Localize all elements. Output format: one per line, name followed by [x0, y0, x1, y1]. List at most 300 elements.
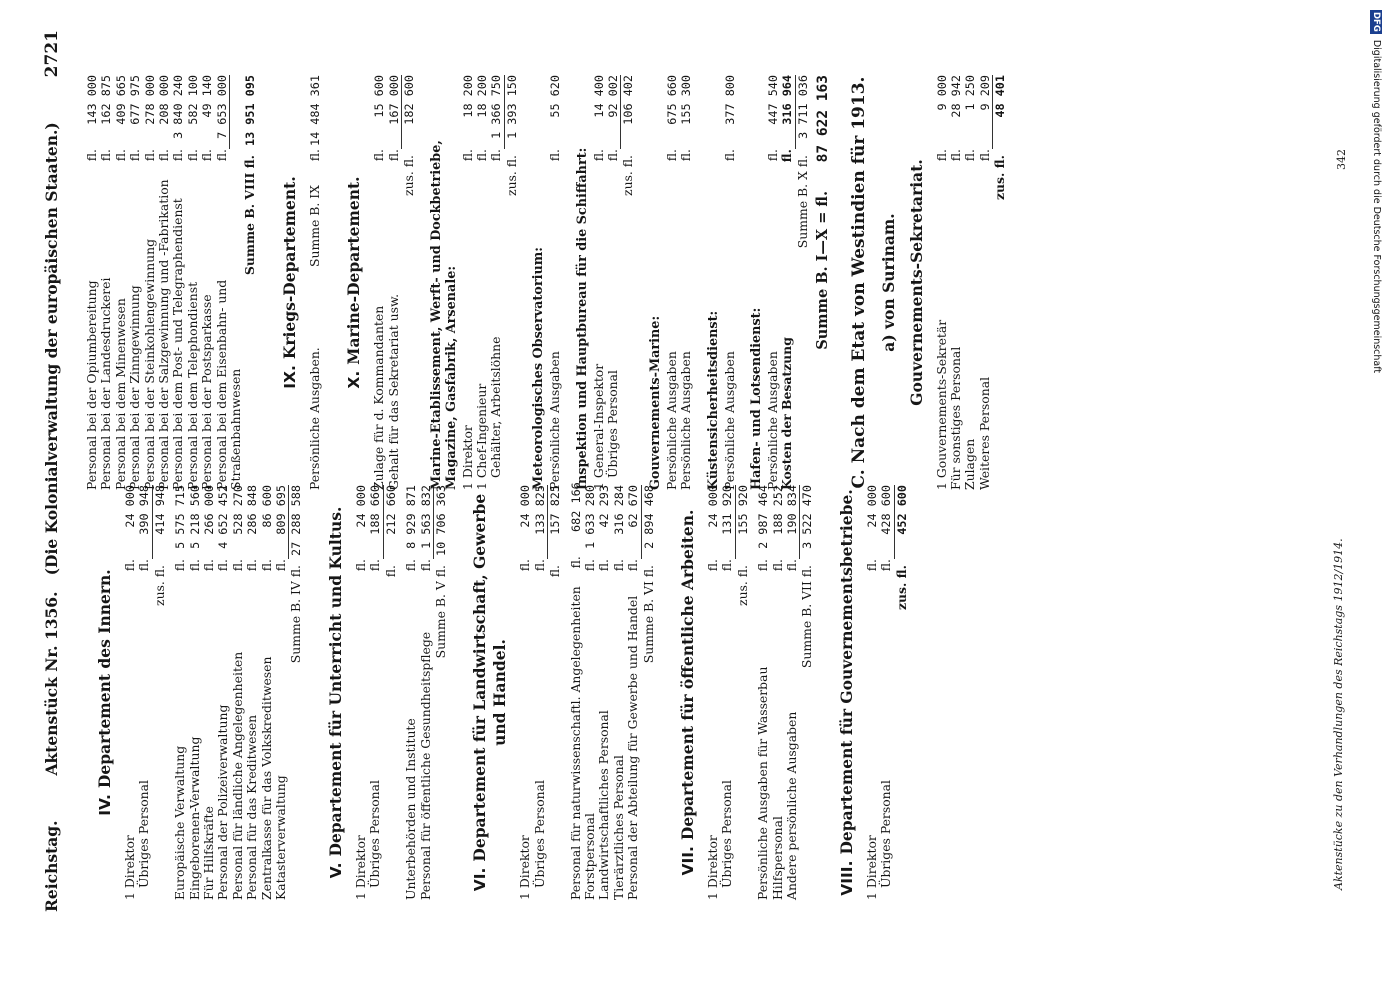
- row-currency: fl.: [244, 559, 260, 572]
- table-row: [188, 485, 202, 900]
- section-number: X.: [345, 370, 364, 389]
- grand-total-value: 87 622 163: [815, 75, 832, 163]
- row-label: Personal bei der Opiumbereitung: [84, 280, 99, 490]
- left-column: [85, 482, 909, 900]
- row-label: Übriges Personal: [878, 779, 894, 888]
- row-value: 24 000: [123, 485, 137, 528]
- table-row: [200, 75, 214, 490]
- row-label: Übriges Personal: [531, 779, 547, 888]
- row-label: Übriges Personal: [719, 779, 735, 888]
- row-currency: fl.: [352, 559, 368, 572]
- row-currency: fl.: [567, 556, 583, 569]
- row-value: 14 400: [591, 75, 606, 118]
- marine-heading: Marine-Etablissement, Werft- und Dockbetriebe, Magazine, Gasfabrik, Arsenale:: [428, 140, 459, 490]
- subtotal-value: 106 402: [621, 75, 636, 125]
- row-currency: fl.: [84, 149, 99, 162]
- row-currency: fl.: [531, 559, 547, 572]
- digitization-note-text: [1370, 10, 1382, 373]
- row-label: Persönliche Ausgaben: [663, 351, 679, 490]
- row-label: Personal bei dem Eisenbahn- und Straßenbahnwesen: [213, 279, 244, 490]
- row-value: 286 848: [245, 485, 260, 535]
- row-currency: fl.: [172, 559, 188, 572]
- row-currency: fl.: [779, 149, 795, 163]
- table-row: [567, 482, 583, 900]
- row-currency: fl.: [878, 559, 894, 572]
- row-value: 8 929 871: [404, 485, 419, 549]
- table-row: [245, 485, 259, 900]
- row-value: 49 140: [200, 75, 215, 118]
- sum-value: 3 522 470: [800, 485, 815, 549]
- row-value: 24 000: [705, 485, 720, 528]
- table-row: [99, 75, 113, 490]
- footer-note: Aktenstücke zu den Verhandlungen des Reichstags 1912/1914.: [1332, 538, 1345, 890]
- row-currency: fl.: [473, 149, 489, 162]
- table-row: [114, 75, 128, 490]
- table-row: [935, 75, 949, 490]
- row-currency: fl.: [127, 149, 143, 162]
- row-value: 5 575 715: [173, 485, 188, 549]
- subtotal-row: [402, 75, 416, 490]
- secretariat-title: Gouvernements-Sekretariat.: [906, 159, 926, 406]
- table-row: [274, 485, 289, 900]
- section-x-title: [344, 75, 364, 490]
- row-label: Hilfspersonal: [769, 815, 785, 900]
- row-value: 4 652 452: [216, 485, 231, 549]
- row-currency: fl.: [547, 149, 563, 162]
- table-row: [583, 485, 597, 900]
- row-value: 409 665: [113, 75, 128, 125]
- row-value: 155 300: [679, 75, 694, 125]
- table-row: [879, 485, 894, 900]
- row-label: 1 General-Inspektor: [590, 363, 606, 490]
- subtotal-label: zus. fl.: [992, 155, 1008, 200]
- row-label: Persönliche Ausgaben für Wasserbau: [755, 666, 771, 900]
- row-currency: fl.: [719, 559, 735, 572]
- row-label: Gehalt für das Sekretariat usw.: [385, 293, 401, 490]
- row-sum-label: Summe B. IX: [306, 185, 322, 267]
- row-currency: fl.: [863, 559, 879, 572]
- row-value: 92 002: [606, 75, 621, 149]
- sum-label: Summe B. VI fl.: [640, 565, 656, 664]
- row-value: 390 948: [137, 485, 152, 559]
- sum-label: Summe B. X fl.: [794, 155, 810, 249]
- row-currency: fl.: [976, 149, 992, 162]
- section-vii-title: [678, 485, 698, 900]
- header-subject: (Die Kolonialverwaltung der europäischen Staaten.): [42, 122, 61, 576]
- table-row: [171, 75, 185, 490]
- row-currency: fl.: [784, 559, 799, 572]
- section-number: IV.: [96, 794, 114, 816]
- row-currency: fl.: [517, 559, 533, 572]
- sum-value: 10 706 363: [433, 485, 448, 557]
- row-currency: fl.: [610, 559, 626, 572]
- row-value: 86 600: [259, 485, 274, 528]
- row-currency: fl.: [678, 149, 694, 162]
- row-value: 167 000: [387, 75, 402, 149]
- row-label: 1 Gouvernements-Sekretär: [933, 319, 949, 490]
- row-value: 2 987 464: [756, 485, 771, 549]
- row-value: 14 484 361: [307, 75, 322, 147]
- row-label: Personal der Abteilung für Gewerbe und Handel: [625, 595, 641, 900]
- table-row: [186, 75, 200, 490]
- table-row: [85, 75, 99, 490]
- row-value: 1 366 750: [489, 75, 504, 149]
- table-row: [215, 75, 244, 490]
- row-label: Für Hilfskräfte: [201, 806, 217, 900]
- subtotal-label: zus. fl.: [893, 565, 909, 610]
- row-currency: fl.: [122, 559, 137, 572]
- subtotal-label: zus. fl.: [151, 565, 167, 606]
- row-currency: fl.: [136, 559, 152, 572]
- section-vi-title: [470, 485, 510, 900]
- table-row: [387, 75, 402, 490]
- print-number: 342: [1335, 149, 1348, 170]
- row-currency: fl.: [201, 559, 217, 572]
- row-label: Persönliche Ausgaben.: [306, 347, 322, 490]
- table-row: [216, 485, 230, 900]
- table-row: [756, 485, 770, 900]
- row-currency: fl.: [604, 149, 620, 162]
- row-label: Personal bei dem Telephondienst: [184, 281, 200, 490]
- table-row: [372, 75, 386, 490]
- table-row: [173, 485, 187, 900]
- row-label: Persönliche Ausgaben: [764, 351, 780, 490]
- row-currency: fl.: [962, 149, 978, 162]
- row-label: Personal bei der Zinngewinnung: [127, 285, 143, 490]
- row-value: 7 653 000: [215, 75, 230, 149]
- row-value: 18 200: [460, 75, 475, 118]
- table-row: [533, 485, 548, 900]
- table-row: [592, 75, 606, 490]
- table-row: [231, 485, 245, 900]
- row-label: Personal bei der Salzgewinnung und -Fabrikation: [156, 179, 172, 490]
- row-label: Tierärztliches Personal: [610, 755, 626, 900]
- row-currency: fl.: [186, 559, 202, 572]
- table-row: [785, 485, 800, 900]
- subtotal-row: [153, 485, 167, 900]
- table-row: [606, 75, 621, 490]
- row-label: 1 Direktor: [459, 425, 475, 490]
- row-label: Übriges Personal: [367, 779, 383, 888]
- row-currency: fl.: [596, 559, 612, 572]
- row-currency: fl.: [755, 559, 771, 572]
- page-number: 2721: [42, 30, 62, 78]
- row-value: 55 620: [548, 75, 563, 118]
- row-currency: fl.: [704, 559, 720, 572]
- row-currency: fl.: [371, 149, 387, 162]
- section-heading: Departement für Unterricht und Kultus.: [325, 506, 345, 857]
- table-row: [475, 75, 489, 490]
- row-label: Personal bei der Landesdruckerei: [98, 277, 114, 490]
- row-value: 143 000: [85, 75, 99, 125]
- table-row: [949, 75, 963, 490]
- row-label: 1 Direktor: [863, 835, 879, 900]
- table-row: [780, 75, 795, 490]
- row-currency: fl.: [459, 149, 475, 162]
- subtotal-label: zus. fl.: [503, 155, 519, 196]
- row-value: 1 563 832: [419, 485, 434, 559]
- row-label: 1 Direktor: [517, 835, 533, 900]
- sum-row: [642, 485, 656, 900]
- row-currency: fl.: [98, 149, 114, 162]
- row-label: Persönliche Ausgaben: [678, 351, 694, 490]
- table-row: [771, 485, 785, 900]
- row-value: 24 000: [864, 485, 879, 528]
- row-value: 1 633 280: [582, 485, 597, 549]
- row-label: Übriges Personal: [136, 779, 152, 888]
- subtotal-row: [621, 75, 635, 490]
- row-value: 208 000: [157, 75, 172, 125]
- subtotal-value: 414 948: [152, 485, 167, 535]
- surinam-title: a) von Surinam.: [878, 213, 898, 352]
- right-column: [85, 75, 1008, 490]
- row-value: 9 209: [978, 75, 993, 149]
- row-currency: fl.: [156, 149, 172, 162]
- row-value: 5 218 560: [187, 485, 202, 549]
- subtotal-row: [736, 485, 750, 900]
- subtotal-row: [895, 485, 909, 900]
- page-header: [42, 30, 67, 912]
- row-currency: fl.: [184, 149, 200, 162]
- row-label: Katasterverwaltung: [273, 775, 289, 900]
- sum-label: Summe B. V fl.: [432, 565, 448, 659]
- row-label: Personal der Polizeiverwaltung: [215, 704, 231, 900]
- coast-guard-heading: Küstensicherheitsdienst:: [705, 310, 721, 490]
- row-currency: fl.: [229, 559, 245, 572]
- subtotal-value: 155 920: [735, 485, 750, 535]
- row-currency: fl.: [306, 149, 322, 162]
- row-currency: fl.: [403, 559, 419, 572]
- row-label: Kosten der Besatzung: [779, 337, 795, 490]
- table-row: [597, 485, 611, 900]
- row-currency: fl.: [721, 149, 737, 162]
- row-value: 278 000: [142, 75, 157, 125]
- sum-label: Summe B. VII fl.: [799, 565, 815, 669]
- row-value: 133 825: [533, 485, 548, 559]
- section-number: VIII.: [837, 860, 856, 896]
- row-currency: fl.: [213, 149, 229, 162]
- table-row: [202, 485, 216, 900]
- sum-row: [796, 75, 810, 490]
- table-row: [128, 75, 142, 490]
- table-row: [157, 75, 171, 490]
- row-value: 24 000: [353, 485, 368, 528]
- section-c-title: C. Nach dem Etat von Westindien für 1913.: [848, 76, 869, 489]
- row-label: Zulagen: [962, 438, 978, 490]
- subtotal-label: fl.: [382, 565, 398, 578]
- row-label: Landwirtschaftliches Personal: [596, 710, 612, 900]
- section-heading: Departement für Landwirtschaft, Gewerbe und Handel.: [470, 493, 510, 862]
- row-currency: fl.: [948, 149, 963, 162]
- subtotal-row: [993, 75, 1007, 490]
- sum-row: [243, 75, 257, 490]
- harbour-heading: Hafen- und Lotsendienst:: [748, 307, 764, 490]
- row-currency: fl.: [170, 149, 186, 162]
- section-viii-title: [837, 485, 857, 900]
- table-row: [626, 485, 641, 900]
- row-value: 190 834: [785, 485, 800, 559]
- subtotal-value: 48 401: [993, 75, 1008, 118]
- row-value: 42 293: [597, 485, 612, 528]
- table-row: [723, 75, 737, 490]
- sum-row: [800, 485, 814, 900]
- table-row: [143, 75, 157, 490]
- row-label: Weiteres Personal: [976, 376, 992, 490]
- subtotal-label: fl.: [547, 565, 563, 578]
- row-label: Andere persönliche Ausgaben: [784, 711, 799, 900]
- row-label: Personal für das Kreditwesen: [244, 714, 260, 900]
- subtotal-row: [548, 485, 562, 900]
- header-doc: Aktenstück Nr. 1356.: [42, 591, 61, 776]
- subtotal-label: zus. fl.: [734, 565, 750, 606]
- sum-value: 3 711 036: [795, 75, 810, 139]
- table-row: [368, 485, 383, 900]
- row-label: Eingeborenen-Verwaltung: [186, 736, 202, 900]
- sum-row: [289, 485, 303, 900]
- header-left: Reichstag.: [42, 820, 61, 912]
- table-row: [548, 75, 562, 490]
- table-row: [419, 485, 434, 900]
- table-row: [978, 75, 993, 490]
- row-label: Zentralkasse für das Volkskreditwesen: [258, 656, 274, 900]
- row-currency: fl.: [581, 559, 597, 572]
- sum-label: Summe B. VIII fl.: [242, 155, 258, 276]
- subtotal-value: 182 600: [402, 75, 417, 125]
- row-currency: fl.: [258, 559, 274, 572]
- row-currency: fl.: [215, 559, 231, 572]
- row-value: 188 252: [770, 485, 785, 535]
- row-currency: fl.: [367, 559, 383, 572]
- row-label: Für sonstiges Personal: [948, 346, 963, 490]
- row-value: 682 166: [568, 482, 583, 532]
- row-label: Persönliche Ausgaben: [547, 351, 563, 490]
- table-row: [518, 485, 532, 900]
- row-currency: fl.: [488, 149, 504, 162]
- row-value: 582 100: [185, 75, 200, 125]
- row-value: 528 270: [230, 485, 245, 535]
- row-label: Zulage für d. Kommandanten: [371, 305, 387, 490]
- digitization-note: [1370, 10, 1383, 990]
- row-value: 9 000: [934, 75, 949, 111]
- row-label: Personal bei dem Minenwesen: [112, 298, 128, 490]
- sum-label: Summe B. IV fl.: [288, 565, 304, 664]
- row-value: 1 250: [963, 75, 978, 111]
- subtotal-label: zus. fl.: [401, 155, 417, 196]
- row-label: Gehälter, Arbeitslöhne: [488, 336, 504, 478]
- table-row: [720, 485, 735, 900]
- row-value: 18 200: [474, 75, 489, 118]
- row-value: 3 840 240: [171, 75, 186, 139]
- sum-value: 2 894 468: [641, 485, 656, 549]
- inspection-heading: Inspektion und Hauptbureau für die Schiffahrt:: [574, 147, 590, 490]
- section-heading: Departement des Innern.: [95, 569, 114, 789]
- table-row: [308, 75, 322, 490]
- meteo-heading: Meteorologisches Observatorium:: [531, 246, 547, 490]
- subtotal-row: [505, 75, 519, 490]
- dfg-logo: DFG: [1371, 12, 1381, 32]
- row-currency: fl.: [199, 149, 215, 162]
- grand-total-label: Summe B. I—X = fl.: [814, 191, 832, 350]
- row-value: 15 600: [372, 75, 387, 118]
- section-heading: Departement für Gouvernementsbetriebe.: [836, 489, 856, 855]
- table-row: [461, 75, 475, 490]
- row-currency: fl.: [769, 559, 785, 572]
- row-currency: fl.: [141, 149, 157, 162]
- section-heading: Kriegs-Departement.: [279, 176, 299, 360]
- row-label: Unterbehörden und Institute: [403, 718, 419, 900]
- row-value: 24 000: [518, 485, 533, 528]
- row-label: Personal für naturwissenschaftl. Angelegenheiten: [567, 586, 583, 900]
- table-row: [766, 75, 780, 490]
- digitization-credit: Digitalisierung gefördert durch die Deutsche Forschungsgemeinschaft: [1371, 39, 1382, 374]
- table-row: [404, 485, 418, 900]
- section-number: V.: [326, 862, 345, 879]
- section-number: IX.: [280, 365, 299, 389]
- table-row: [489, 75, 504, 490]
- subtotal-row: [384, 485, 398, 900]
- row-value: 131 920: [720, 485, 735, 559]
- row-value: 677 975: [128, 75, 143, 125]
- sum-value: 13 951 095: [243, 75, 258, 147]
- section-number: VI.: [471, 867, 490, 892]
- row-currency: fl.: [417, 559, 433, 572]
- row-value: 428 600: [879, 485, 894, 559]
- row-label: Europäische Verwaltung: [172, 745, 188, 900]
- subtotal-label: zus. fl.: [620, 155, 636, 196]
- grand-total-row: [816, 75, 830, 490]
- section-v-title: [326, 485, 346, 900]
- row-currency: fl.: [663, 149, 679, 162]
- header-title: [42, 77, 61, 820]
- row-label: Personal bei dem Post- und Telegraphendienst: [170, 198, 186, 490]
- row-label: Forstpersonal: [581, 813, 597, 900]
- row-value: 316 284: [611, 485, 626, 535]
- table-row: [137, 485, 152, 900]
- subtotal-value: 157 825: [548, 485, 563, 535]
- row-label: 1 Direktor: [352, 835, 368, 900]
- row-currency: fl.: [590, 149, 606, 162]
- section-heading: Departement für öffentliche Arbeiten.: [677, 509, 697, 841]
- row-label: Übriges Personal: [604, 369, 620, 478]
- row-value: 809 695: [274, 485, 289, 559]
- section-iv-title: [95, 485, 115, 900]
- row-label: Personal bei der Steinkohlengewinnung: [141, 238, 157, 490]
- table-row: [665, 75, 679, 490]
- row-currency: fl.: [933, 149, 949, 162]
- subtotal-value: 452 600: [894, 485, 909, 535]
- row-value: 28 942: [949, 75, 963, 118]
- row-value: 377 800: [722, 75, 737, 125]
- row-value: 266 000: [202, 485, 217, 535]
- row-label: Persönliche Ausgaben: [721, 351, 737, 490]
- section-ix-title: [280, 75, 300, 490]
- row-currency: fl.: [385, 149, 401, 162]
- row-value: 188 660: [368, 485, 383, 559]
- table-row: [260, 485, 274, 900]
- table-row: [963, 75, 977, 490]
- subtotal-value: 1 393 150: [504, 75, 519, 139]
- sum-value: 27 288 588: [289, 485, 304, 557]
- row-label: Personal für öffentliche Gesundheitspflege: [417, 631, 433, 900]
- row-value: 62 670: [626, 485, 641, 559]
- section-number: VII.: [678, 846, 697, 876]
- row-label: 1 Direktor: [122, 835, 137, 900]
- section-heading: Marine-Departement.: [344, 176, 364, 365]
- row-currency: fl.: [764, 149, 780, 162]
- row-currency: fl.: [112, 149, 128, 162]
- subtotal-value: 212 660: [383, 485, 398, 535]
- gouv-marine-heading: Gouvernements-Marine:: [647, 315, 663, 490]
